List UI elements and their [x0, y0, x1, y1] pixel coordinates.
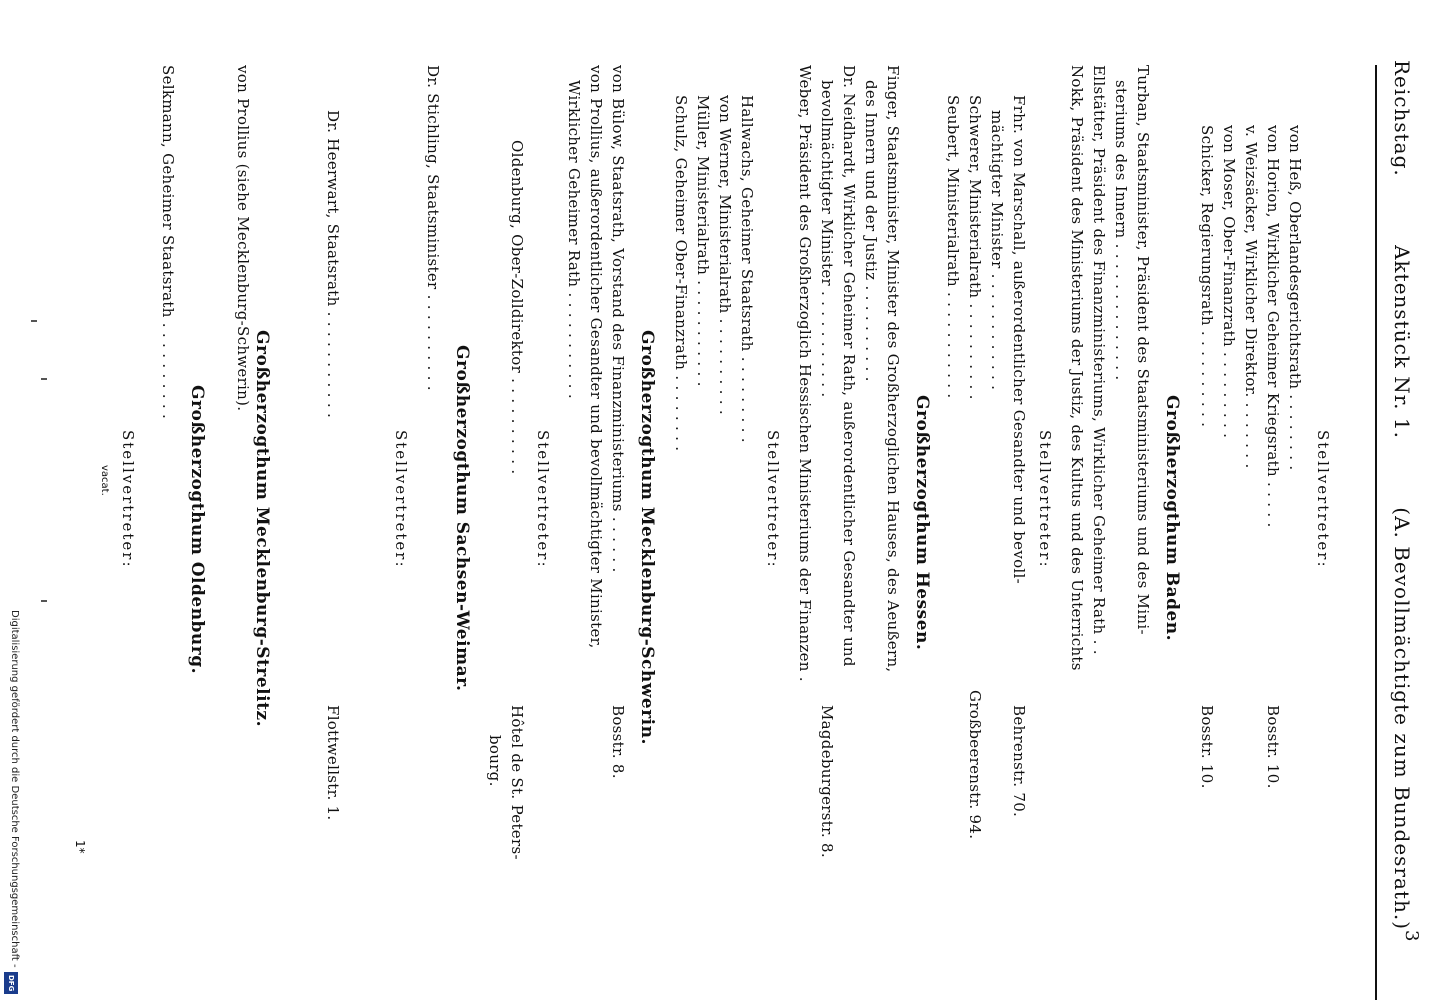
entry-row: steriums des Innern . . . . . . . . . . . . . . — [1112, 80, 1130, 381]
entry-row: v. Weizsäcker, Wirklicher Direktor. . . . . . . . — [1242, 125, 1260, 469]
entry-address: Behrenstr. 70. — [1010, 705, 1028, 818]
section-heading-sachsen-weimar: Großherzogthum Sachsen-Weimar. — [452, 345, 472, 692]
entry-row: Schwerer, Ministerialrath . . . . . . . . . . — [966, 95, 984, 400]
entry-row: des Innern und der Justiz . . . . . . . . . . — [862, 80, 880, 382]
entry-row: von Prollius, außerordentlicher Gesandter und bevollmächtigter Minister, — [587, 65, 605, 649]
section-heading-baden: Großherzogthum Baden. — [1162, 395, 1182, 642]
dfg-logo: DFG — [4, 972, 18, 994]
entry-row: Oldenburg, Ober-Zolldirektor . . . . . . . . . . — [508, 140, 526, 475]
entry-row: Weber, Präsident des Großherzoglich Hessischen Ministeriums der Finanzen . — [796, 65, 814, 682]
entry-row: mächtigter Minister . . . . . . . . . . . . — [988, 110, 1006, 391]
section-heading-oldenburg: Großherzogthum Oldenburg. — [187, 385, 207, 675]
entry-row: bevollmächtigter Minister . . . . . . . . . . . — [818, 80, 836, 398]
entry-row: Dr. Neidhardt, Wirklicher Geheimer Rath, außerordentlicher Gesandter und — [840, 65, 858, 667]
header-right: (A. Bevollmächtigte zum Bundesrath.) — [1390, 507, 1414, 930]
entry-row: Müller, Ministerialrath . . . . . . . . . . . — [694, 95, 712, 387]
header-rule — [1375, 65, 1377, 1000]
entry-address: Flottwellstr. 1. — [324, 705, 342, 821]
stellvertreter-heading: Stellvertreter: — [119, 430, 137, 569]
signature-mark: 1* — [73, 840, 87, 854]
scan-mark — [41, 378, 47, 380]
header-middle: Aktenstück Nr. 1. — [1390, 245, 1414, 439]
entry-row: von Werner, Ministerialrath . . . . . . . . . . — [716, 95, 734, 415]
entry-row: von Moser, Ober-Finanzrath . . . . . . . . . — [1220, 125, 1238, 439]
stellvertreter-heading: Stellvertreter: — [1314, 430, 1332, 569]
entry-row: von Heß, Oberlandesgerichtsrath . . . . . . . . — [1286, 125, 1304, 471]
vacat-note: vacat. — [99, 465, 110, 496]
section-heading-mecklenburg-schwerin: Großherzogthum Mecklenburg-Schwerin. — [637, 330, 657, 745]
entry-row: Dr. Stichling, Staatsminister . . . . . . . . . . — [424, 65, 442, 391]
entry-address: Großbeerenstr. 94. — [966, 690, 984, 840]
entry-row: Frhr. von Marschall, außerordentlicher Gesandter und bevoll- — [1010, 95, 1028, 584]
entry-address: Bosstr. 10. — [1198, 705, 1216, 789]
stellvertreter-heading: Stellvertreter: — [392, 430, 410, 569]
scan-mark — [41, 600, 47, 602]
entry-address: Magdeburgerstr. 8. — [818, 705, 836, 858]
entry-row: Dr. Heerwart, Staatsrath . . . . . . . . . . . — [324, 110, 342, 419]
section-heading-mecklenburg-strelitz: Großherzogthum Mecklenburg-Strelitz. — [252, 330, 272, 728]
entry-row: Hallwachs, Geheimer Staatsrath . . . . . . . . . — [738, 95, 756, 443]
entry-address: Bosstr. 8. — [609, 705, 627, 779]
stellvertreter-heading: Stellvertreter: — [534, 430, 552, 569]
entry-row: Schicker, Regierungsrath . . . . . . . . . . — [1198, 125, 1216, 428]
entry-address: Bosstr. 10. — [1264, 705, 1282, 789]
page-header — [1390, 60, 1422, 943]
credit-text: Digitalisierung gefördert durch die Deutsche Forschungsgemeinschaft - — [9, 610, 20, 968]
stellvertreter-heading: Stellvertreter: — [1036, 430, 1054, 569]
entry-address: Hôtel de St. Peters- — [508, 705, 526, 860]
entry-row: Schulz, Geheimer Ober-Finanzrath . . . . . . . . — [672, 95, 690, 452]
entry-row: von Horion, Wirklicher Geheimer Kriegsrath . . . . . — [1264, 125, 1282, 528]
entry-row: Selkmann, Geheimer Staatsrath . . . . . . . . . . — [159, 65, 177, 420]
stellvertreter-heading: Stellvertreter: — [764, 430, 782, 569]
entry-row: Finger, Staatsminister, Minister des Großherzoglichen Hauses, des Aeußern, — [884, 65, 902, 673]
header-left: Reichstag. — [1390, 60, 1414, 177]
entry-address: bourg. — [486, 735, 504, 787]
entry-row: Seubert, Ministerialrath . . . . . . . . . . . — [944, 95, 962, 399]
entry-row: Wirklicher Geheimer Rath . . . . . . . . . . . — [565, 80, 583, 399]
entry-row: Turban, Staatsminister, Präsident des Staatsministeriums und des Mini- — [1134, 65, 1152, 635]
page-number: 3 — [1401, 930, 1422, 943]
scan-mark — [31, 320, 37, 322]
entry-row: von Prollius (siehe Mecklenburg-Schwerin). — [234, 65, 252, 412]
section-heading-hessen: Großherzogthum Hessen. — [912, 395, 932, 651]
entry-row: Nokk, Präsident des Ministeriums der Justiz, des Kultus und des Unterrichts — [1068, 65, 1086, 671]
digitization-credit — [2, 610, 20, 995]
entry-row: von Bülow, Staatsrath, Vorstand des Finanzministeriums . . . . . . — [609, 65, 627, 573]
entry-row: Ellstätter, Präsident des Finanzministeriums, Wirklicher Geheimer Rath . . — [1090, 65, 1108, 655]
